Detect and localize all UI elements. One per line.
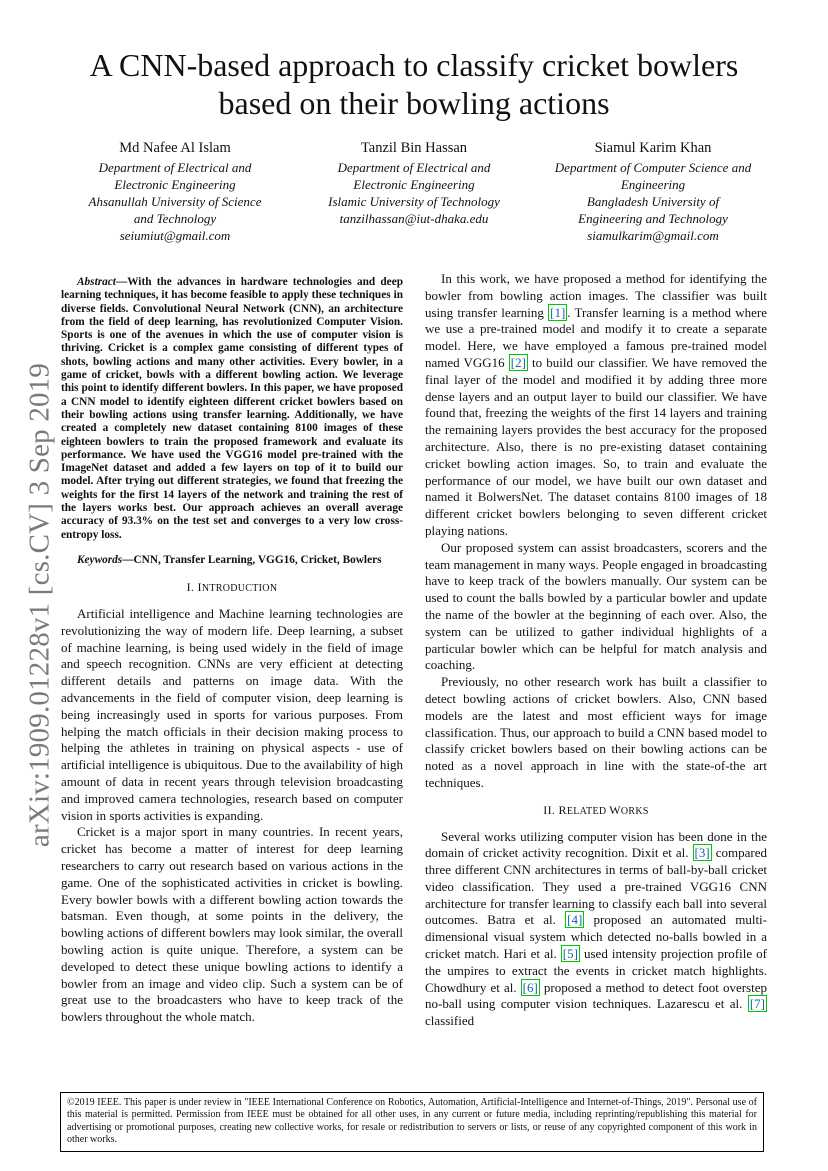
author-affiliation: Electronic Engineering	[353, 177, 475, 192]
author-affiliation: Department of Electrical and	[337, 160, 491, 175]
author-affiliation: Engineering and Technology	[578, 211, 728, 226]
left-column	[61, 276, 403, 1026]
author-affiliation: Department of Computer Science and	[554, 160, 752, 175]
keywords-label: Keywords	[77, 553, 123, 566]
author-2	[299, 140, 529, 244]
keywords-text: —CNN, Transfer Learning, VGG16, Cricket, Bowlers	[122, 553, 382, 566]
author-affiliation: Department of Electrical and	[98, 160, 252, 175]
author-3	[538, 140, 768, 244]
abstract-text: —With the advances in hardware technologies and deep learning techniques, it has become feasible to apply these techniques in diverse fields. Convolutional Neural Network (CNN), an architecture from the field of deep learning, has revolutionized Computer Vision. Sports is one of the avenues in which the use of computer vision is thriving. Cricket is a complex game consisting of different types of shots, bowling actions and many other activities. Every bowler, in a game of cricket, bowls with a different bowling action. We leverage this point to identify different bowlers. In this paper, we have proposed a CNN model to identify eighteen different cricket bowlers based on their bowling actions using transfer learning. Additionally, we have created a completely new dataset containing 8100 images of these eighteen bowlers to train the proposed framework and evaluate its performance. We have used the VGG16 model pre-trained with the ImageNet dataset and added a few layers on top of it to build our model. After trying out different strategies, we found that freezing the weights for the first 14 layers of the network and training the rest of the layers works best. Our approach achieves an overall average accuracy of 93.3% on the test set and converges to a very low cross-entropy loss.	[61, 276, 403, 541]
author-name: Siamul Karim Khan	[594, 140, 712, 156]
right-column	[425, 271, 767, 1030]
author-affiliation: Engineering	[620, 177, 686, 192]
citation-link[interactable]: [1]	[550, 304, 566, 320]
citation-link[interactable]: [2]	[510, 354, 526, 370]
paragraph: Our proposed system can assist broadcasters, scorers and the team management in many ways. People engaged in broadcasting have to keep track of the bowlers manually. Our system can be used to count the balls bowled by a particular bowler and update the name of the bowler at the beginning of each over. Also, the system can be utilized to gather individual highlights of a particular bowler which can be helpful for match analysis and coaching.	[425, 539, 767, 673]
author-affiliation: and Technology	[133, 211, 217, 226]
citation-link[interactable]: [3]	[694, 845, 710, 861]
citation-link[interactable]: [4]	[567, 912, 583, 928]
keywords	[61, 554, 403, 567]
author-email: seiumiut@gmail.com	[119, 228, 231, 243]
paragraph: In this work, we have proposed a method for identifying the bowler from bowling action images. The classifier was built using transfer learning [1] . Transfer learning is a method where we use a pre-trained model and modify it to create a separate model. Here, we have employed a famous pre-trained model named VGG16 [2] to build our classifier. We have removed the final layer of the model and modified it by adding three more dense layers and an output layer to build our classifier. We have found that, freezing the weights of the first 14 layers and training the remaining layers provides the best accuracy for the proposed architecture. Also, there is no pre-existing dataset containing cricket bowling action images. So, to train and evaluate the performance of our model, we have built our own dataset and named it BolwersNet. The dataset contains 8100 images of 18 different cricket bowlers belonging to seven different cricket playing nations.	[425, 271, 767, 538]
arxiv-stamp: arXiv:1909.01228v1 [cs.CV] 3 Sep 2019	[23, 362, 56, 848]
citation-link[interactable]: [6]	[522, 979, 538, 995]
paper-title	[60, 46, 768, 122]
paragraph: Artificial intelligence and Machine learning technologies are revolutionizing the way of modern life. Deep learning, a subset of machine learning, is being used widely in the field of image and speech recognition. CNNs are very efficient at detecting different details and patterns on image data. With the advancements in the field of computer vision, deep learning is being increasingly used in sports for various purposes. From helping the match officials in their decision making process to helping the athletes in training on physical aspects - use of artificial intelligence is ubiquitous. Due to the availability of high amount of data in recent years through television broadcasting and improved camera technologies, research based on computer vision in sports activities is expanding.	[61, 606, 403, 823]
section-heading-related-works: II. RELATED WORKS	[543, 802, 649, 817]
author-affiliation: Bangladesh University of	[586, 194, 720, 209]
title-line-1: A CNN-based approach to classify cricket bowlers	[89, 47, 739, 83]
citation-link[interactable]: [7]	[749, 996, 765, 1012]
author-affiliation: Islamic University of Technology	[328, 194, 500, 209]
author-affiliation: Ahsanullah University of Science	[88, 194, 262, 209]
author-1	[60, 140, 290, 244]
author-affiliation: Electronic Engineering	[114, 177, 236, 192]
author-name: Tanzil Bin Hassan	[360, 140, 468, 156]
abstract	[61, 276, 403, 542]
section-heading-introduction: I. INTRODUCTION	[186, 580, 278, 595]
title-line-2: based on their bowling actions	[218, 85, 610, 121]
abstract-label: Abstract	[77, 276, 116, 288]
copyright-notice: ©2019 IEEE. This paper is under review in "IEEE International Conference on Robotics, Automation, Artificial-Intelligence and Internet-of-Things, 2019". Personal use of this material is permitted. Permission from IEEE must be obtained for all other uses, in any current or future media, including reprinting/republishing this material for advertising or promotional purposes, creating new collective works, for resale or redistribution to servers or lists, or reuse of any copyrighted component of this work in other works.	[60, 1092, 764, 1152]
citation-link[interactable]: [5]	[562, 946, 578, 962]
author-block	[60, 140, 768, 244]
author-email: siamulkarim@gmail.com	[587, 228, 719, 243]
author-email: tanzilhassan@iut-dhaka.edu	[339, 211, 489, 226]
author-name: Md Nafee Al Islam	[119, 140, 231, 156]
paragraph: Previously, no other research work has built a classifier to detect bowling actions of cricket bowlers. Also, CNN based models are the latest and most efficient ways for image classification. Thus, our approach to build a CNN based model to classify cricket bowlers based on their bowling actions can be noted as a novel approach in line with the state-of-the art techniques.	[425, 674, 767, 790]
paragraph: Several works utilizing computer vision has been done in the domain of cricket activity recognition. Dixit et al. [3] compared three different CNN architectures in terms of ball-by-ball cricket video classification. They used a pre-trained VGG16 CNN architecture for transfer learning to classify each ball into several outcomes. Batra et al. [4] proposed an automated multi-dimensional visual system which detected no-balls bowled in a cricket match. Hari et al. [5] used intensity projection profile of the umpires to extract the events in cricket match highlights. Chowdhury et al. [6] proposed a method to detect foot overstep no-ball using computer vision techniques. Lazarescu et al. [7] classified	[425, 828, 767, 1029]
paragraph: Cricket is a major sport in many countries. In recent years, cricket has become a matter of interest for deep learning researchers to carry out research based on various actions in the game. One of the sophisticated activities in cricket is bowling. Every bowler bowls with a different bowling action towards the batsman. Even though, at some points in the delivery, the bowling actions of different bowlers may look similar, the overall bowling action is quite unique. Therefore, a system can be developed to detect these unique bowling actions to identify a bowler from an image and video clip. Such a system can be of great use to the broadcasters who have to keep track of the bowlers throughout the whole match.	[61, 824, 403, 1025]
